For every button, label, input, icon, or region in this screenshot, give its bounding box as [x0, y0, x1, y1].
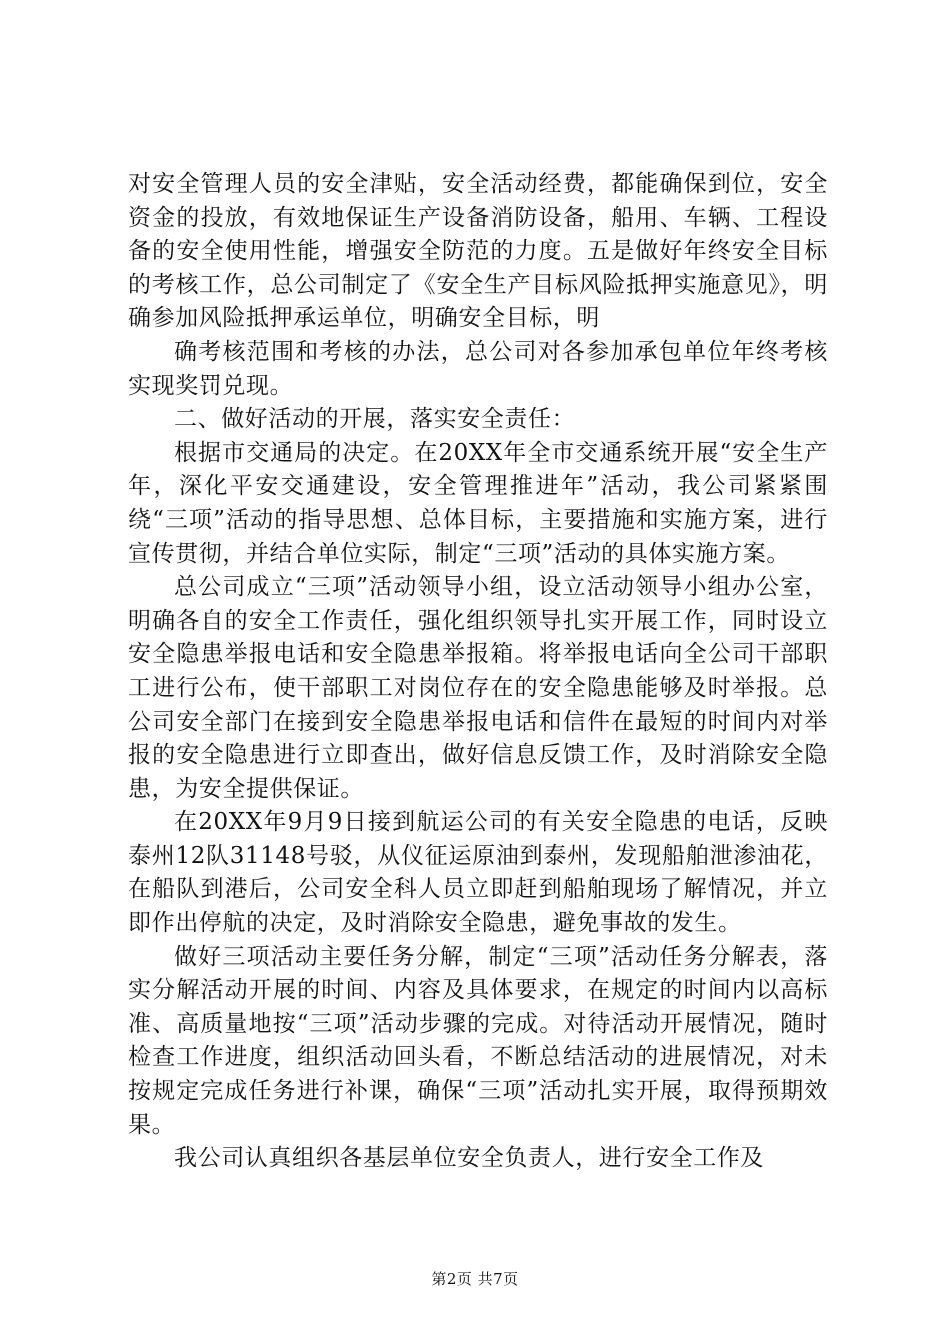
section-heading: 二、做好活动的开展，落实安全责任： [174, 406, 576, 433]
paragraph-2: 确考核范围和考核的办法，总公司对各参加承包单位年终考核实现奖罚兑现。 [128, 338, 828, 399]
paragraph-7: 做好三项活动主要任务分解，制定“三项”活动任务分解表，落实分解活动开展的时间、内容及具体要求，在规定的时间内以高标准、高质量地按“三项”活动步骤的完成。对待活动开展情况，随时检查工作进度，组织活动回头看，不断总结活动的进展情况，对未按规定完成任务进行补课，确保“三项”活动扎实开展，取得预期效果。 [128, 943, 828, 1138]
paragraph-4: 根据市交通局的决定。在20XX年全市交通系统开展“安全生产年，深化平安交通建设，安全管理推进年”活动，我公司紧紧围绕“三项”活动的指导思想、总体目标，主要措施和实施方案，进行宣传贯彻，并结合单位实际，制定“三项”活动的具体实施方案。 [128, 439, 828, 567]
paragraph-6: 在20XX年9月9日接到航运公司的有关安全隐患的电话，反映泰州12队31148号驳，从仪征运原油到泰州，发现船舶泄渗油花，在船队到港后，公司安全科人员立即赶到船舶现场了解情况，并立即作出停航的决定，及时消除安全隐患，避免事故的发生。 [128, 809, 828, 937]
paragraph-1: 对安全管理人员的安全津贴，安全活动经费，都能确保到位，安全资金的投放，有效地保证生产设备消防设备，船用、车辆、工程设备的安全使用性能，增强安全防范的力度。五是做好年终安全目标的考核工作，总公司制定了《安全生产目标风险抵押实施意见》，明确参加风险抵押承运单位，明确安全目标，明 [128, 171, 828, 332]
document-body [128, 168, 828, 1176]
page-number-footer: 第2页 共7页 [431, 1270, 519, 1288]
paragraph-5: 总公司成立“三项”活动领导小组，设立活动领导小组办公室，明确各自的安全工作责任，强化组织领导扎实开展工作，同时设立安全隐患举报电话和安全隐患举报箱。将举报电话向全公司干部职工进行公布，使干部职工对岗位存在的安全隐患能够及时举报。总公司安全部门在接到安全隐患举报电话和信件在最短的时间内对举报的安全隐患进行立即查出，做好信息反馈工作，及时消除安全隐患，为安全提供保证。 [128, 574, 828, 802]
paragraph-8: 我公司认真组织各基层单位安全负责人，进行安全工作及 [174, 1145, 764, 1172]
